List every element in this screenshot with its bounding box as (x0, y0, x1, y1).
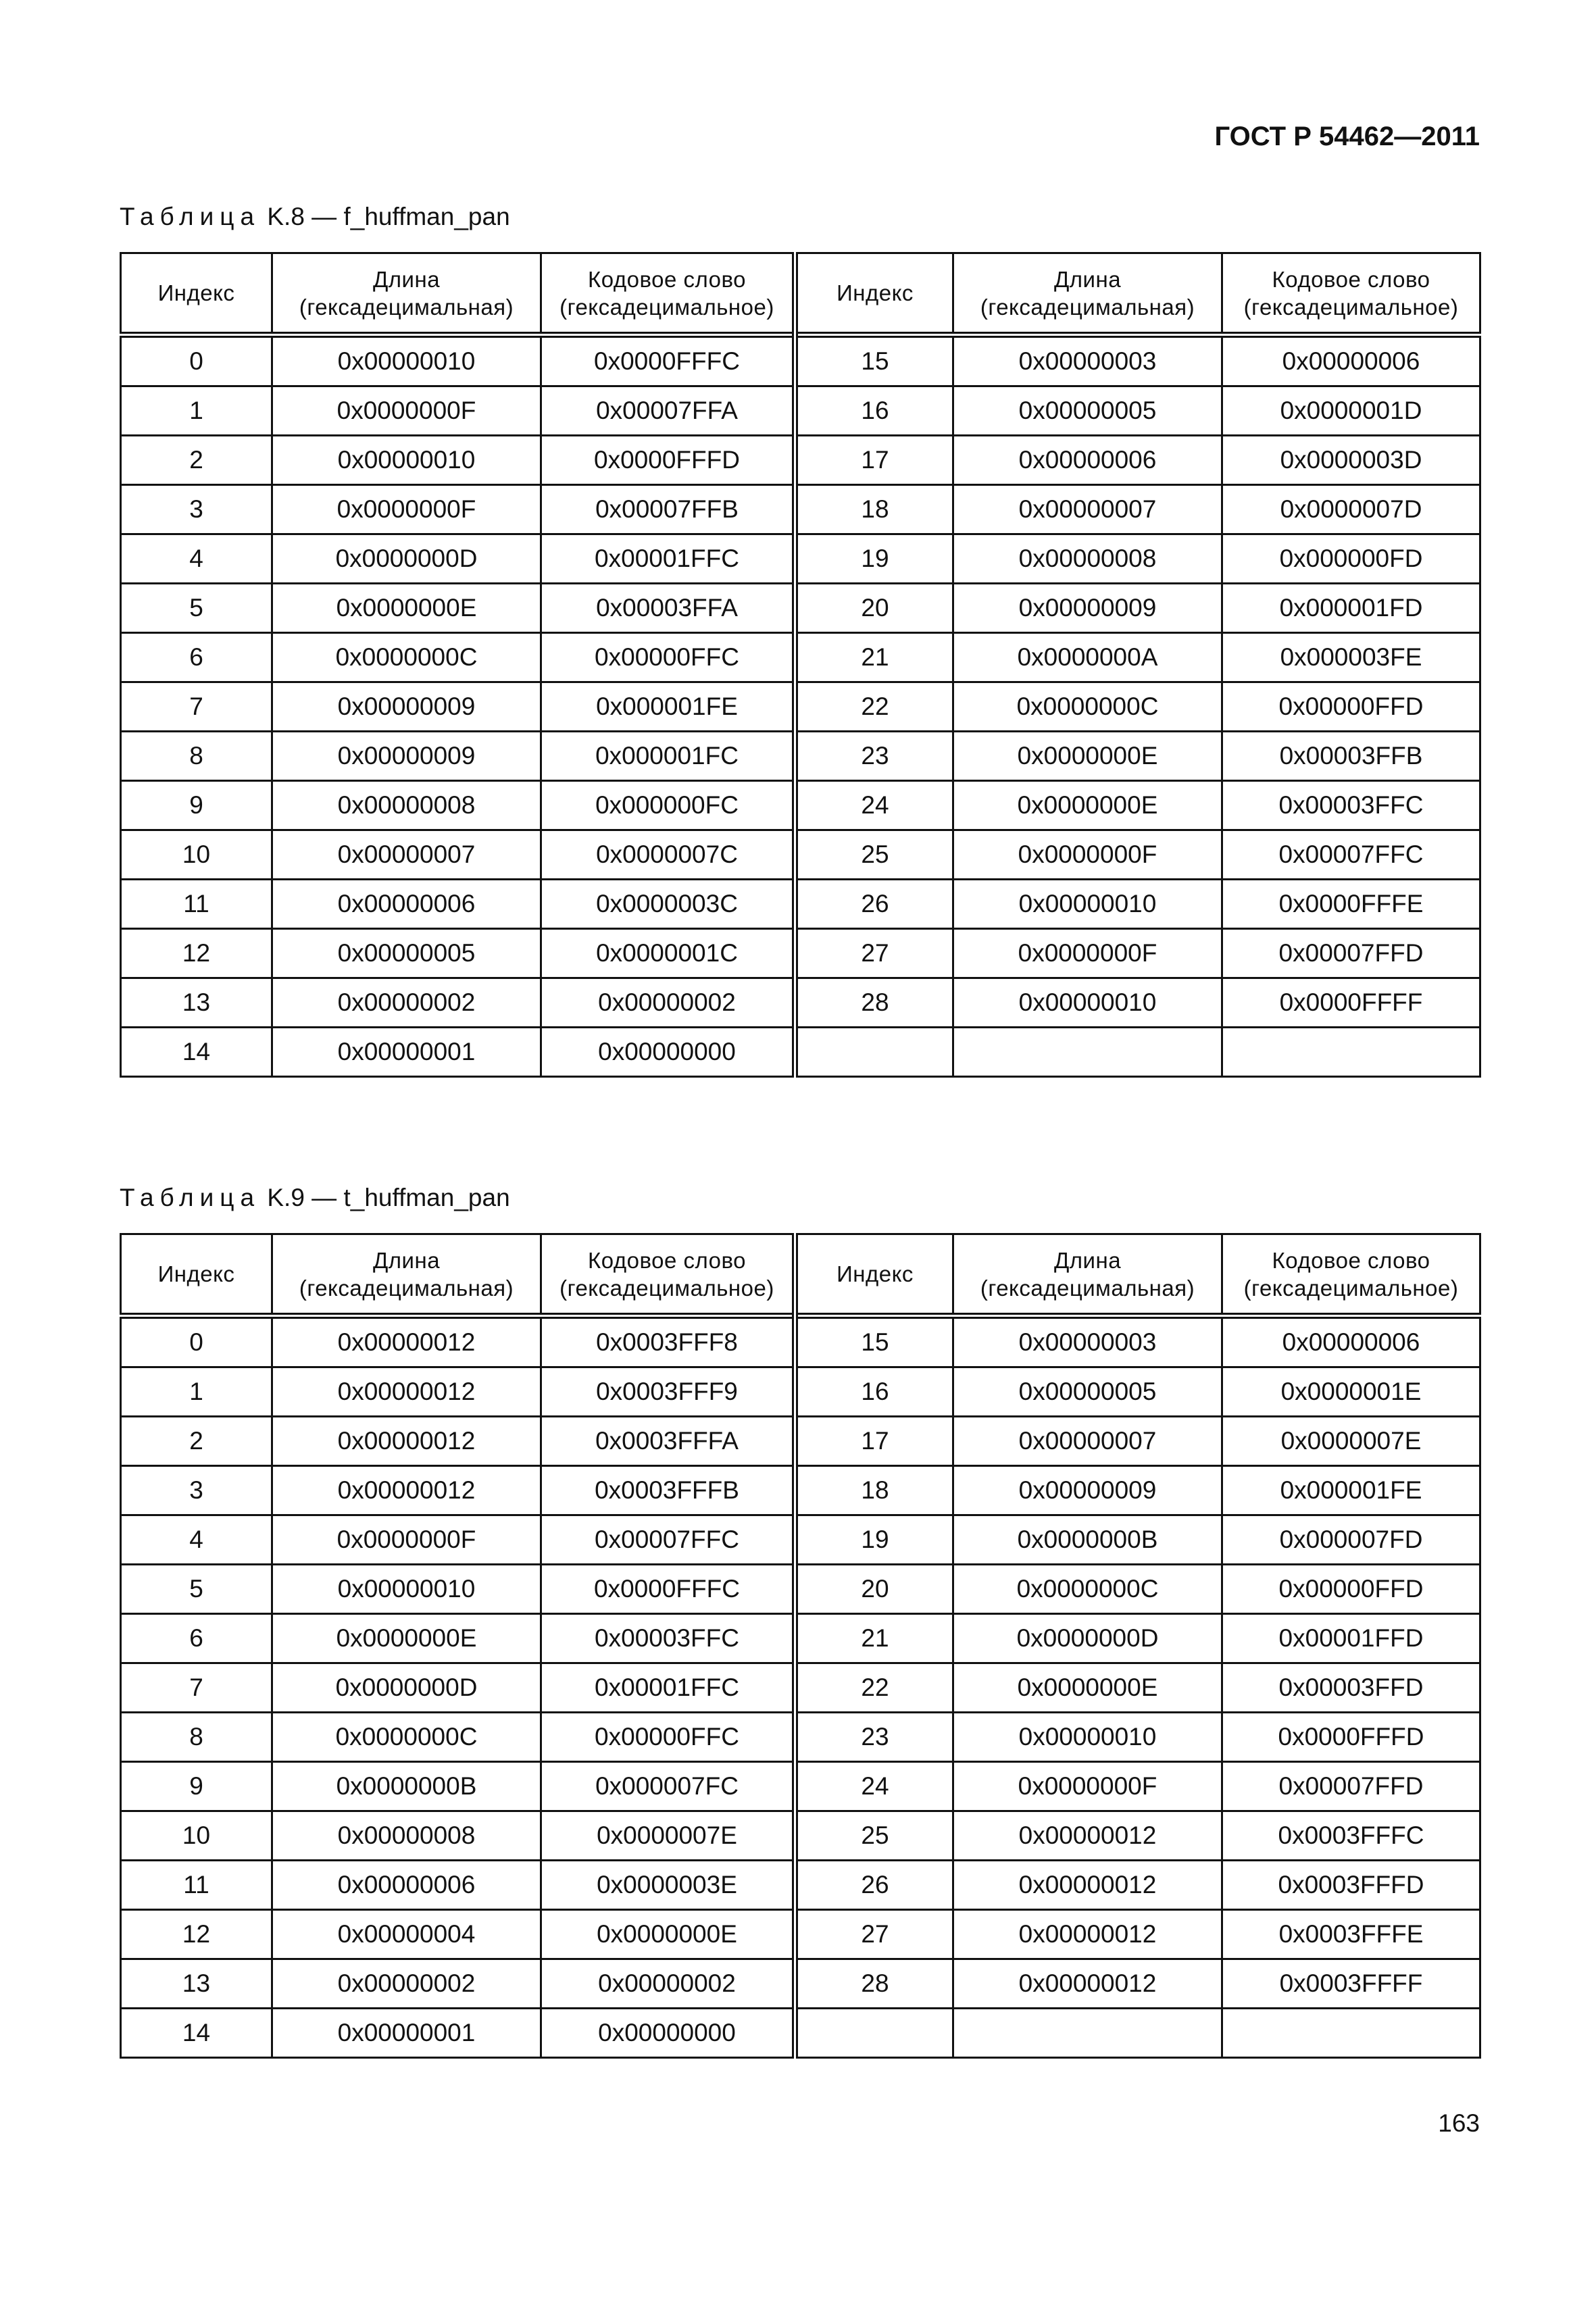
cell-index: 14 (121, 2009, 272, 2058)
caption-title: K.9 — t_huffman_pan (267, 1184, 510, 1211)
cell-codeword: 0x000000FD (1222, 534, 1480, 584)
cell-index: 0 (121, 1316, 272, 1367)
cell-length: 0x00000010 (272, 1565, 541, 1614)
cell-length: 0x0000000F (272, 1515, 541, 1565)
huffman-table-t-pan (120, 1233, 1481, 2059)
cell-length: 0x0000000F (272, 485, 541, 534)
cell-codeword: 0x00003FFA (541, 584, 795, 633)
header-length: Длина (гексадецимальная) (272, 253, 541, 335)
cell-length: 0x0000000E (272, 584, 541, 633)
table-row (121, 682, 1480, 732)
header-index: Индекс (121, 1234, 272, 1316)
table-row (121, 633, 1480, 682)
cell-index: 27 (795, 929, 953, 978)
cell-index: 27 (795, 1910, 953, 1959)
cell-length: 0x00000001 (272, 1028, 541, 1077)
cell-codeword: 0x00007FFB (541, 485, 795, 534)
cell-codeword: 0x000007FC (541, 1762, 795, 1811)
cell-index: 20 (795, 584, 953, 633)
cell-codeword: 0x00000006 (1222, 1316, 1480, 1367)
cell-length: 0x00000007 (953, 1417, 1222, 1466)
cell-index: 22 (795, 1663, 953, 1713)
header-codeword: Кодовое слово (гексадецимальное) (541, 253, 795, 335)
table-row (121, 1466, 1480, 1515)
cell-codeword: 0x0003FFF9 (541, 1367, 795, 1417)
header-codeword: Кодовое слово (гексадецимальное) (1222, 1234, 1480, 1316)
cell-index: 25 (795, 1811, 953, 1861)
cell-index: 16 (795, 1367, 953, 1417)
caption-prefix: Таблица (120, 1184, 261, 1211)
cell-index: 15 (795, 335, 953, 386)
table-row (121, 1614, 1480, 1663)
cell-codeword: 0x0003FFF8 (541, 1316, 795, 1367)
table-row (121, 534, 1480, 584)
cell-index: 10 (121, 1811, 272, 1861)
cell-codeword: 0x0000FFFD (1222, 1713, 1480, 1762)
cell-length: 0x0000000D (953, 1614, 1222, 1663)
cell-codeword: 0x000001FC (541, 732, 795, 781)
cell-length: 0x0000000B (272, 1762, 541, 1811)
cell-index: 7 (121, 1663, 272, 1713)
table-caption (120, 1184, 510, 1212)
cell-codeword: 0x00000FFC (541, 633, 795, 682)
cell-codeword: 0x0000007C (541, 830, 795, 880)
cell-length: 0x00000001 (272, 2009, 541, 2058)
cell-index: 23 (795, 732, 953, 781)
cell-length: 0x00000012 (953, 1811, 1222, 1861)
cell-index: 20 (795, 1565, 953, 1614)
cell-index: 21 (795, 1614, 953, 1663)
cell-length: 0x00000007 (272, 830, 541, 880)
cell-index: 4 (121, 534, 272, 584)
header-length: Длина (гексадецимальная) (953, 253, 1222, 335)
cell-length: 0x0000000E (953, 1663, 1222, 1713)
table-row (121, 1861, 1480, 1910)
caption-title: K.8 — f_huffman_pan (267, 203, 510, 230)
cell-index: 28 (795, 978, 953, 1028)
table-row (121, 1028, 1480, 1077)
table-caption (120, 203, 510, 231)
caption-prefix: Таблица (120, 203, 261, 230)
cell-codeword: 0x0000000E (541, 1910, 795, 1959)
table-row (121, 485, 1480, 534)
cell-length: 0x0000000F (953, 830, 1222, 880)
table-row (121, 584, 1480, 633)
cell-length: 0x00000007 (953, 485, 1222, 534)
cell-length: 0x0000000D (272, 534, 541, 584)
cell-codeword: 0x0000FFFE (1222, 880, 1480, 929)
table-row (121, 1515, 1480, 1565)
cell-length: 0x0000000C (953, 1565, 1222, 1614)
cell-index: 3 (121, 485, 272, 534)
cell-index: 2 (121, 1417, 272, 1466)
cell-length: 0x0000000A (953, 633, 1222, 682)
cell-length: 0x00000010 (272, 335, 541, 386)
cell-length: 0x00000008 (272, 781, 541, 830)
header-codeword: Кодовое слово (гексадецимальное) (541, 1234, 795, 1316)
table-row (121, 1417, 1480, 1466)
cell-index: 19 (795, 1515, 953, 1565)
cell-index: 18 (795, 485, 953, 534)
cell-length: 0x00000012 (272, 1367, 541, 1417)
cell-length: 0x0000000F (272, 386, 541, 436)
cell-length: 0x00000006 (953, 436, 1222, 485)
cell-index: 22 (795, 682, 953, 732)
cell-codeword: 0x0003FFFA (541, 1417, 795, 1466)
table-row (121, 830, 1480, 880)
cell-index: 9 (121, 781, 272, 830)
header-index: Индекс (795, 1234, 953, 1316)
cell-index: 24 (795, 781, 953, 830)
cell-codeword: 0x00000000 (541, 1028, 795, 1077)
cell-codeword: 0x00003FFC (541, 1614, 795, 1663)
cell-length: 0x00000012 (272, 1466, 541, 1515)
cell-length: 0x00000012 (953, 1861, 1222, 1910)
cell-length: 0x0000000C (953, 682, 1222, 732)
cell-codeword: 0x00001FFC (541, 534, 795, 584)
cell-index: 7 (121, 682, 272, 732)
cell-index: 8 (121, 732, 272, 781)
table-header-row (121, 253, 1480, 335)
cell-codeword: 0x0000001E (1222, 1367, 1480, 1417)
cell-codeword: 0x0003FFFB (541, 1466, 795, 1515)
cell-codeword: 0x00003FFC (1222, 781, 1480, 830)
cell-length: 0x00000012 (953, 1910, 1222, 1959)
cell-codeword: 0x000000FC (541, 781, 795, 830)
cell-codeword: 0x00007FFC (1222, 830, 1480, 880)
cell-index: 17 (795, 1417, 953, 1466)
cell-codeword: 0x00000000 (541, 2009, 795, 2058)
cell-index: 5 (121, 1565, 272, 1614)
cell-codeword: 0x0000007E (1222, 1417, 1480, 1466)
cell-length: 0x00000008 (953, 534, 1222, 584)
cell-length: 0x00000006 (272, 880, 541, 929)
cell-codeword: 0x0000FFFC (541, 335, 795, 386)
cell-codeword: 0x000001FE (541, 682, 795, 732)
table-row (121, 1663, 1480, 1713)
cell-index: 12 (121, 1910, 272, 1959)
cell-codeword: 0x00000FFD (1222, 1565, 1480, 1614)
cell-index: 0 (121, 335, 272, 386)
cell-index: 13 (121, 1959, 272, 2009)
cell-index: 28 (795, 1959, 953, 2009)
table-body (121, 335, 1480, 1077)
cell-codeword: 0x00007FFA (541, 386, 795, 436)
cell-length: 0x00000009 (272, 682, 541, 732)
table-row (121, 781, 1480, 830)
cell-codeword: 0x0000007E (541, 1811, 795, 1861)
cell-index: 26 (795, 880, 953, 929)
cell-index: 13 (121, 978, 272, 1028)
cell-index: 4 (121, 1515, 272, 1565)
cell-codeword: 0x00000FFC (541, 1713, 795, 1762)
cell-codeword: 0x00000002 (541, 1959, 795, 2009)
cell-codeword: 0x00007FFC (541, 1515, 795, 1565)
cell-length (953, 2009, 1222, 2058)
cell-length: 0x00000009 (272, 732, 541, 781)
cell-codeword: 0x00000006 (1222, 335, 1480, 386)
cell-codeword: 0x00000002 (541, 978, 795, 1028)
cell-length: 0x00000005 (272, 929, 541, 978)
header-codeword: Кодовое слово (гексадецимальное) (1222, 253, 1480, 335)
cell-length (953, 1028, 1222, 1077)
cell-length: 0x00000002 (272, 978, 541, 1028)
cell-codeword: 0x00007FFD (1222, 929, 1480, 978)
cell-codeword: 0x0000FFFF (1222, 978, 1480, 1028)
cell-codeword: 0x0003FFFF (1222, 1959, 1480, 2009)
cell-codeword: 0x0000003D (1222, 436, 1480, 485)
cell-index: 15 (795, 1316, 953, 1367)
cell-codeword: 0x0000001D (1222, 386, 1480, 436)
table-row (121, 1367, 1480, 1417)
cell-codeword: 0x0000FFFD (541, 436, 795, 485)
cell-length: 0x00000010 (953, 880, 1222, 929)
cell-index: 6 (121, 633, 272, 682)
table-row (121, 1811, 1480, 1861)
huffman-table-f-pan (120, 252, 1481, 1078)
cell-length: 0x0000000C (272, 633, 541, 682)
cell-length: 0x00000009 (953, 1466, 1222, 1515)
header-index: Индекс (121, 253, 272, 335)
table-row (121, 1910, 1480, 1959)
cell-codeword: 0x00003FFD (1222, 1663, 1480, 1713)
cell-index: 10 (121, 830, 272, 880)
cell-index: 5 (121, 584, 272, 633)
cell-codeword: 0x000003FE (1222, 633, 1480, 682)
cell-index: 12 (121, 929, 272, 978)
cell-index: 16 (795, 386, 953, 436)
table-row (121, 732, 1480, 781)
cell-codeword: 0x0003FFFE (1222, 1910, 1480, 1959)
table-row (121, 978, 1480, 1028)
cell-index: 25 (795, 830, 953, 880)
cell-index (795, 2009, 953, 2058)
cell-codeword (1222, 2009, 1480, 2058)
table-header-row (121, 1234, 1480, 1316)
cell-codeword: 0x00001FFD (1222, 1614, 1480, 1663)
cell-codeword: 0x00003FFB (1222, 732, 1480, 781)
cell-codeword: 0x0003FFFC (1222, 1811, 1480, 1861)
cell-length: 0x00000005 (953, 1367, 1222, 1417)
cell-codeword: 0x00000FFD (1222, 682, 1480, 732)
cell-index: 2 (121, 436, 272, 485)
cell-codeword: 0x0000FFFC (541, 1565, 795, 1614)
table-row (121, 1565, 1480, 1614)
cell-length: 0x00000009 (953, 584, 1222, 633)
cell-index: 17 (795, 436, 953, 485)
table-row (121, 1713, 1480, 1762)
table-row (121, 1316, 1480, 1367)
cell-index: 8 (121, 1713, 272, 1762)
cell-length: 0x00000012 (272, 1417, 541, 1466)
cell-codeword: 0x00001FFC (541, 1663, 795, 1713)
cell-index: 1 (121, 386, 272, 436)
cell-codeword: 0x000001FE (1222, 1466, 1480, 1515)
cell-length: 0x0000000F (953, 929, 1222, 978)
cell-index: 3 (121, 1466, 272, 1515)
cell-codeword: 0x0000003C (541, 880, 795, 929)
cell-index: 26 (795, 1861, 953, 1910)
cell-index: 11 (121, 880, 272, 929)
table-row (121, 386, 1480, 436)
table-body (121, 1316, 1480, 2058)
cell-length: 0x0000000E (953, 781, 1222, 830)
cell-index: 24 (795, 1762, 953, 1811)
table-row (121, 1959, 1480, 2009)
cell-length: 0x00000003 (953, 1316, 1222, 1367)
cell-length: 0x0000000C (272, 1713, 541, 1762)
cell-length: 0x00000012 (272, 1316, 541, 1367)
cell-length: 0x00000003 (953, 335, 1222, 386)
table-row (121, 929, 1480, 978)
cell-length: 0x0000000D (272, 1663, 541, 1713)
header-length: Длина (гексадецимальная) (953, 1234, 1222, 1316)
cell-index (795, 1028, 953, 1077)
cell-length: 0x00000010 (272, 436, 541, 485)
cell-length: 0x0000000E (953, 732, 1222, 781)
cell-index: 18 (795, 1466, 953, 1515)
cell-codeword: 0x000007FD (1222, 1515, 1480, 1565)
page-number: 163 (1438, 2109, 1480, 2137)
cell-length: 0x00000012 (953, 1959, 1222, 2009)
cell-index: 11 (121, 1861, 272, 1910)
cell-codeword: 0x0003FFFD (1222, 1861, 1480, 1910)
cell-index: 1 (121, 1367, 272, 1417)
cell-codeword: 0x0000001C (541, 929, 795, 978)
cell-codeword (1222, 1028, 1480, 1077)
table-row (121, 1762, 1480, 1811)
cell-index: 19 (795, 534, 953, 584)
cell-length: 0x00000010 (953, 1713, 1222, 1762)
cell-index: 9 (121, 1762, 272, 1811)
header-length: Длина (гексадецимальная) (272, 1234, 541, 1316)
table-row (121, 436, 1480, 485)
table-row (121, 2009, 1480, 2058)
cell-codeword: 0x0000007D (1222, 485, 1480, 534)
cell-length: 0x00000008 (272, 1811, 541, 1861)
cell-length: 0x0000000B (953, 1515, 1222, 1565)
cell-length: 0x00000002 (272, 1959, 541, 2009)
cell-codeword: 0x0000003E (541, 1861, 795, 1910)
cell-index: 14 (121, 1028, 272, 1077)
cell-length: 0x0000000E (272, 1614, 541, 1663)
header-index: Индекс (795, 253, 953, 335)
cell-codeword: 0x00007FFD (1222, 1762, 1480, 1811)
cell-length: 0x00000006 (272, 1861, 541, 1910)
cell-length: 0x00000010 (953, 978, 1222, 1028)
cell-index: 6 (121, 1614, 272, 1663)
cell-codeword: 0x000001FD (1222, 584, 1480, 633)
table-row (121, 335, 1480, 386)
cell-index: 23 (795, 1713, 953, 1762)
cell-length: 0x00000005 (953, 386, 1222, 436)
document-standard-header: ГОСТ Р 54462—2011 (1214, 122, 1480, 151)
cell-length: 0x00000004 (272, 1910, 541, 1959)
cell-length: 0x0000000F (953, 1762, 1222, 1811)
cell-index: 21 (795, 633, 953, 682)
table-row (121, 880, 1480, 929)
